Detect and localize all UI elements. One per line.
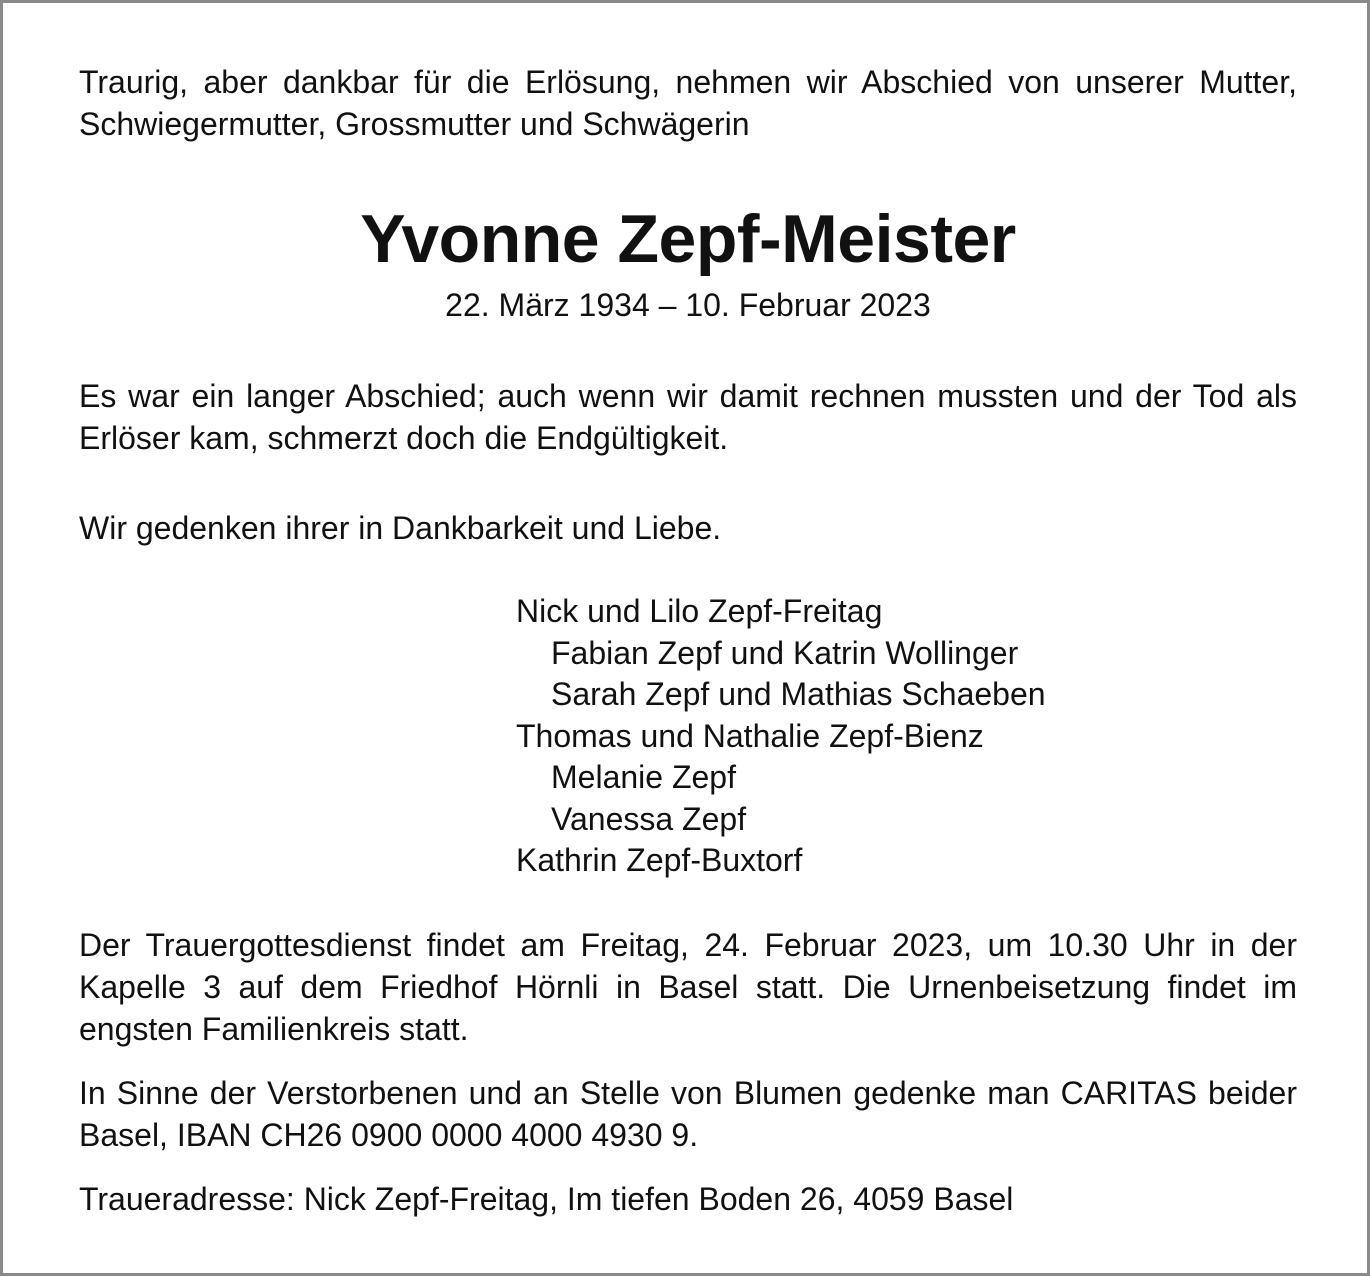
mourner-entry: Nick und Lilo Zepf-Freitag	[516, 593, 883, 629]
life-dates: 22. März 1934 – 10. Februar 2023	[445, 287, 931, 323]
deceased-name: Yvonne Zepf-Meister	[360, 201, 1016, 277]
donation-paragraph: In Sinne der Verstorbenen und an Stelle von Blumen gedenke man CARITAS beider Basel, IBAN CH26 0900 0000 4000 4930 9.	[79, 1074, 1297, 1153]
remembrance-line: Wir gedenken ihrer in Dankbarkeit und Liebe.	[79, 510, 722, 546]
mourner-entry: Thomas und Nathalie Zepf-Bienz	[516, 717, 984, 754]
mourner-entry: Vanessa Zepf	[551, 800, 747, 837]
mourner-entry: Sarah Zepf und Mathias Schaeben	[551, 676, 1046, 712]
mourners-list	[516, 591, 1297, 882]
notice-content	[79, 61, 1297, 1220]
intro-text: Traurig, aber dankbar für die Erlösung, nehmen wir Abschied von unserer Mutter, Schwiegermutter, Grossmutter und Schwägerin	[79, 64, 1297, 142]
farewell-paragraph: Es war ein langer Abschied; auch wenn wir damit rechnen mussten und der Tod als Erlöser kam, schmerzt doch die Endgültigkeit.	[79, 378, 1297, 456]
mourning-address: Traueradresse: Nick Zepf-Freitag, Im tiefen Boden 26, 4059 Basel	[79, 1180, 1014, 1217]
mourner-entry: Melanie Zepf	[551, 759, 736, 795]
funeral-service-paragraph: Der Trauergottesdienst findet am Freitag, 24. Februar 2023, um 10.30 Uhr in der Kapelle 3 auf dem Friedhof Hörnli in Basel statt. Die Urnenbeisetzung findet im engsten Familienkreis statt.	[79, 926, 1297, 1047]
mourner-entry: Fabian Zepf und Katrin Wollinger	[551, 634, 1019, 671]
mourner-entry: Kathrin Zepf-Buxtorf	[516, 842, 803, 878]
